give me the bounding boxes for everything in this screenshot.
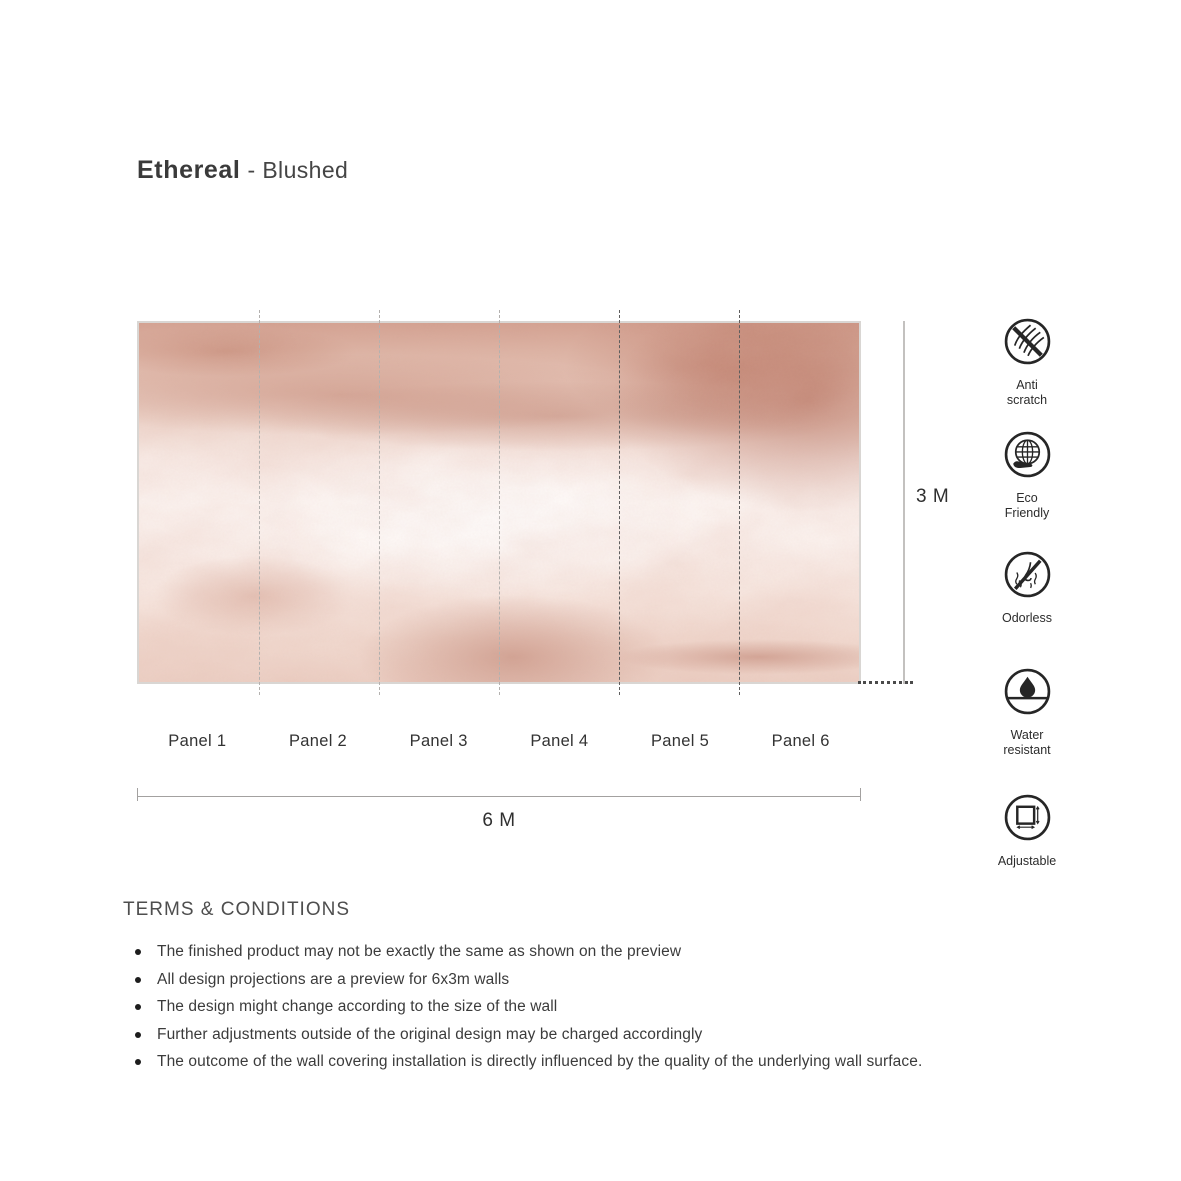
odorless-icon	[1003, 550, 1052, 599]
panel-label-4: Panel 4	[530, 732, 589, 750]
panel-divider-5	[739, 310, 740, 695]
panel-label-2: Panel 2	[288, 732, 348, 750]
panel-label-6: Panel 6	[771, 732, 830, 750]
feature-adjustable	[985, 793, 1069, 869]
feature-label: Odorless	[1001, 611, 1053, 625]
feature-label: Water resistant	[1003, 728, 1051, 757]
adjustable-icon	[1003, 793, 1052, 842]
page-title	[137, 156, 348, 185]
product-variant: - Blushed	[247, 157, 349, 183]
panel-label-3: Panel 3	[409, 732, 468, 750]
panel-divider-1	[259, 310, 260, 695]
panel-label-5: Panel 5	[650, 732, 710, 750]
panel-label-1: Panel 1	[168, 732, 227, 750]
terms-item: The outcome of the wall covering installation is directly influenced by the quality of the underlying wall surface.	[133, 1048, 983, 1076]
dimension-connector-dots	[858, 681, 913, 684]
panel-divider-3	[499, 310, 500, 695]
feature-water-resistant	[985, 667, 1069, 758]
width-dimension-label: 6 M	[482, 810, 516, 831]
product-name: Ethereal	[137, 156, 241, 184]
anti-scratch-icon	[1003, 317, 1052, 366]
width-dimension-line	[137, 788, 861, 801]
terms-item: The finished product may not be exactly the same as shown on the preview	[133, 938, 983, 966]
feature-label: Anti scratch	[1006, 378, 1048, 407]
terms-item: Further adjustments outside of the original design may be charged accordingly	[133, 1021, 983, 1049]
feature-eco-friendly	[985, 430, 1069, 521]
feature-anti-scratch	[985, 317, 1069, 408]
wallpaper-preview	[137, 321, 861, 684]
feature-odorless	[985, 550, 1069, 626]
panel-divider-4	[619, 310, 620, 695]
feature-label: Adjustable	[997, 854, 1057, 868]
height-dimension-label: 3 M	[916, 486, 950, 507]
panel-divider-2	[379, 310, 380, 695]
panel-label-row	[137, 732, 861, 751]
water-resistant-icon	[1003, 667, 1052, 716]
terms-heading: TERMS & CONDITIONS	[123, 899, 351, 920]
terms-list	[133, 938, 983, 1076]
feature-label: Eco Friendly	[1004, 491, 1050, 520]
terms-item: The design might change according to the size of the wall	[133, 993, 983, 1021]
height-dimension-line	[903, 321, 905, 684]
eco-friendly-icon	[1003, 430, 1052, 479]
terms-item: All design projections are a preview for 6x3m walls	[133, 966, 983, 994]
